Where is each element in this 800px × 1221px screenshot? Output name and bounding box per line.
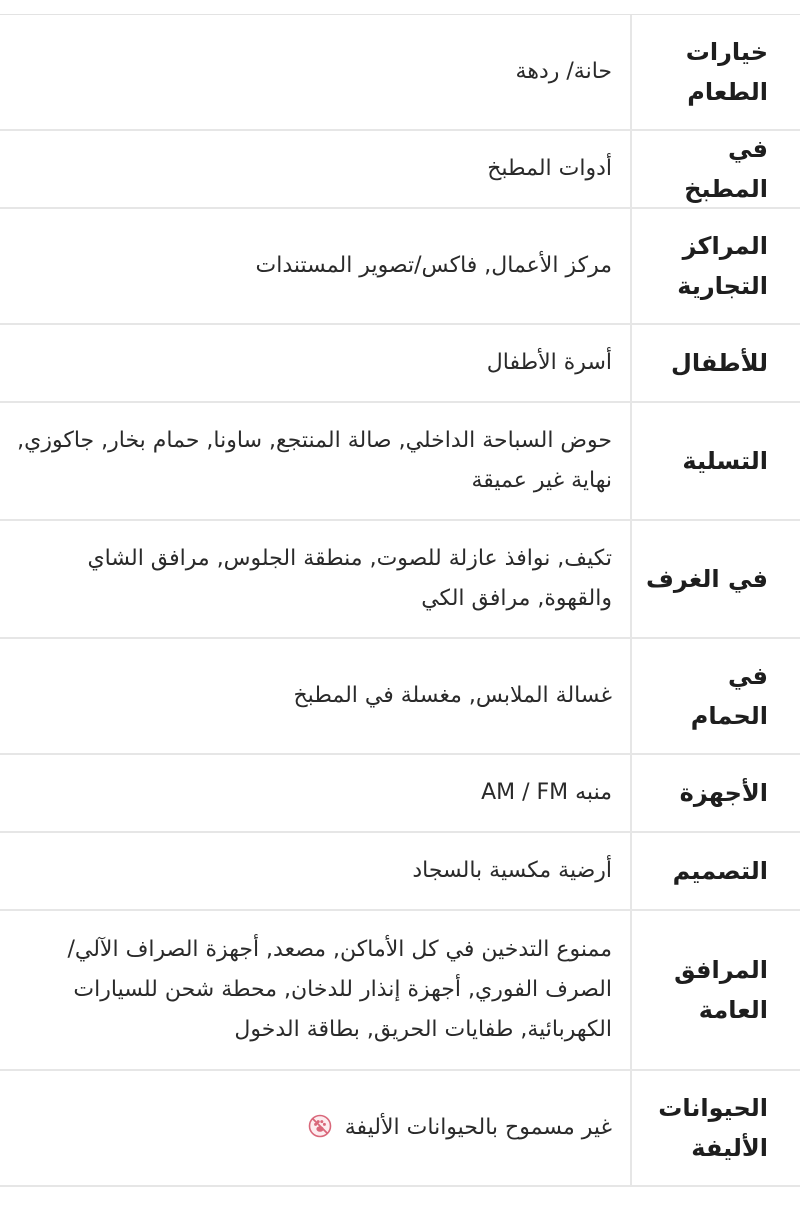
amenity-row-business [0, 209, 800, 325]
amenity-label: التسلية [682, 447, 768, 475]
amenity-label: المرافق العامة [674, 956, 768, 1024]
amenities-table [0, 14, 800, 1187]
amenity-label: في الغرف [646, 565, 768, 593]
amenity-value: أسرة الأطفال [486, 350, 612, 375]
amenity-value: منبه AM / FM [481, 780, 612, 805]
amenity-row-rooms [0, 521, 800, 639]
amenity-value: غسالة الملابس, مغسلة في المطبخ [293, 683, 612, 708]
amenity-value: غير مسموح بالحيوانات الأليفة [344, 1115, 612, 1140]
amenity-row-bathroom [0, 639, 800, 755]
amenity-value-wrapper [0, 1108, 632, 1148]
amenity-value: أدوات المطبخ [487, 156, 612, 181]
amenity-label: في الحمام [690, 662, 768, 730]
amenity-value: أرضية مكسية بالسجاد [412, 858, 612, 883]
no-pets-icon [308, 1112, 332, 1136]
amenity-value: تكيف, نوافذ عازلة للصوت, منطقة الجلوس, مرافق الشاي والقهوة, مرافق الكي [87, 546, 612, 611]
amenity-value: حوض السباحة الداخلي, صالة المنتجع, ساونا, حمام بخار, جاكوزي, نهاية غير عميقة [17, 428, 612, 493]
amenity-label: في المطبخ [684, 135, 768, 203]
amenity-label: المراكز التجارية [677, 232, 768, 300]
amenity-row-kitchen [0, 131, 800, 209]
amenity-row-children [0, 325, 800, 403]
amenity-row-devices [0, 755, 800, 833]
amenity-label: الحيوانات الأليفة [658, 1094, 768, 1162]
amenity-row-dining [0, 15, 800, 131]
amenity-row-entertainment [0, 403, 800, 521]
amenity-row-pets [0, 1071, 800, 1187]
amenity-value: حانة/ ردهة [515, 59, 612, 84]
amenity-row-public-facilities [0, 911, 800, 1071]
amenity-label: خيارات الطعام [685, 38, 768, 106]
amenity-value: مركز الأعمال, فاكس/تصوير المستندات [255, 253, 612, 278]
amenity-label: التصميم [672, 857, 768, 885]
amenity-value: ممنوع التدخين في كل الأماكن, مصعد, أجهزة الصراف الآلي/الصرف الفوري, أجهزة إنذار للدخان, محطة شحن للسيارات الكهربائية, طفايات الحريق, بطاقة الدخول [67, 937, 612, 1042]
amenity-label: الأجهزة [679, 779, 768, 807]
amenity-label: للأطفال [671, 349, 768, 377]
amenity-row-design [0, 833, 800, 911]
